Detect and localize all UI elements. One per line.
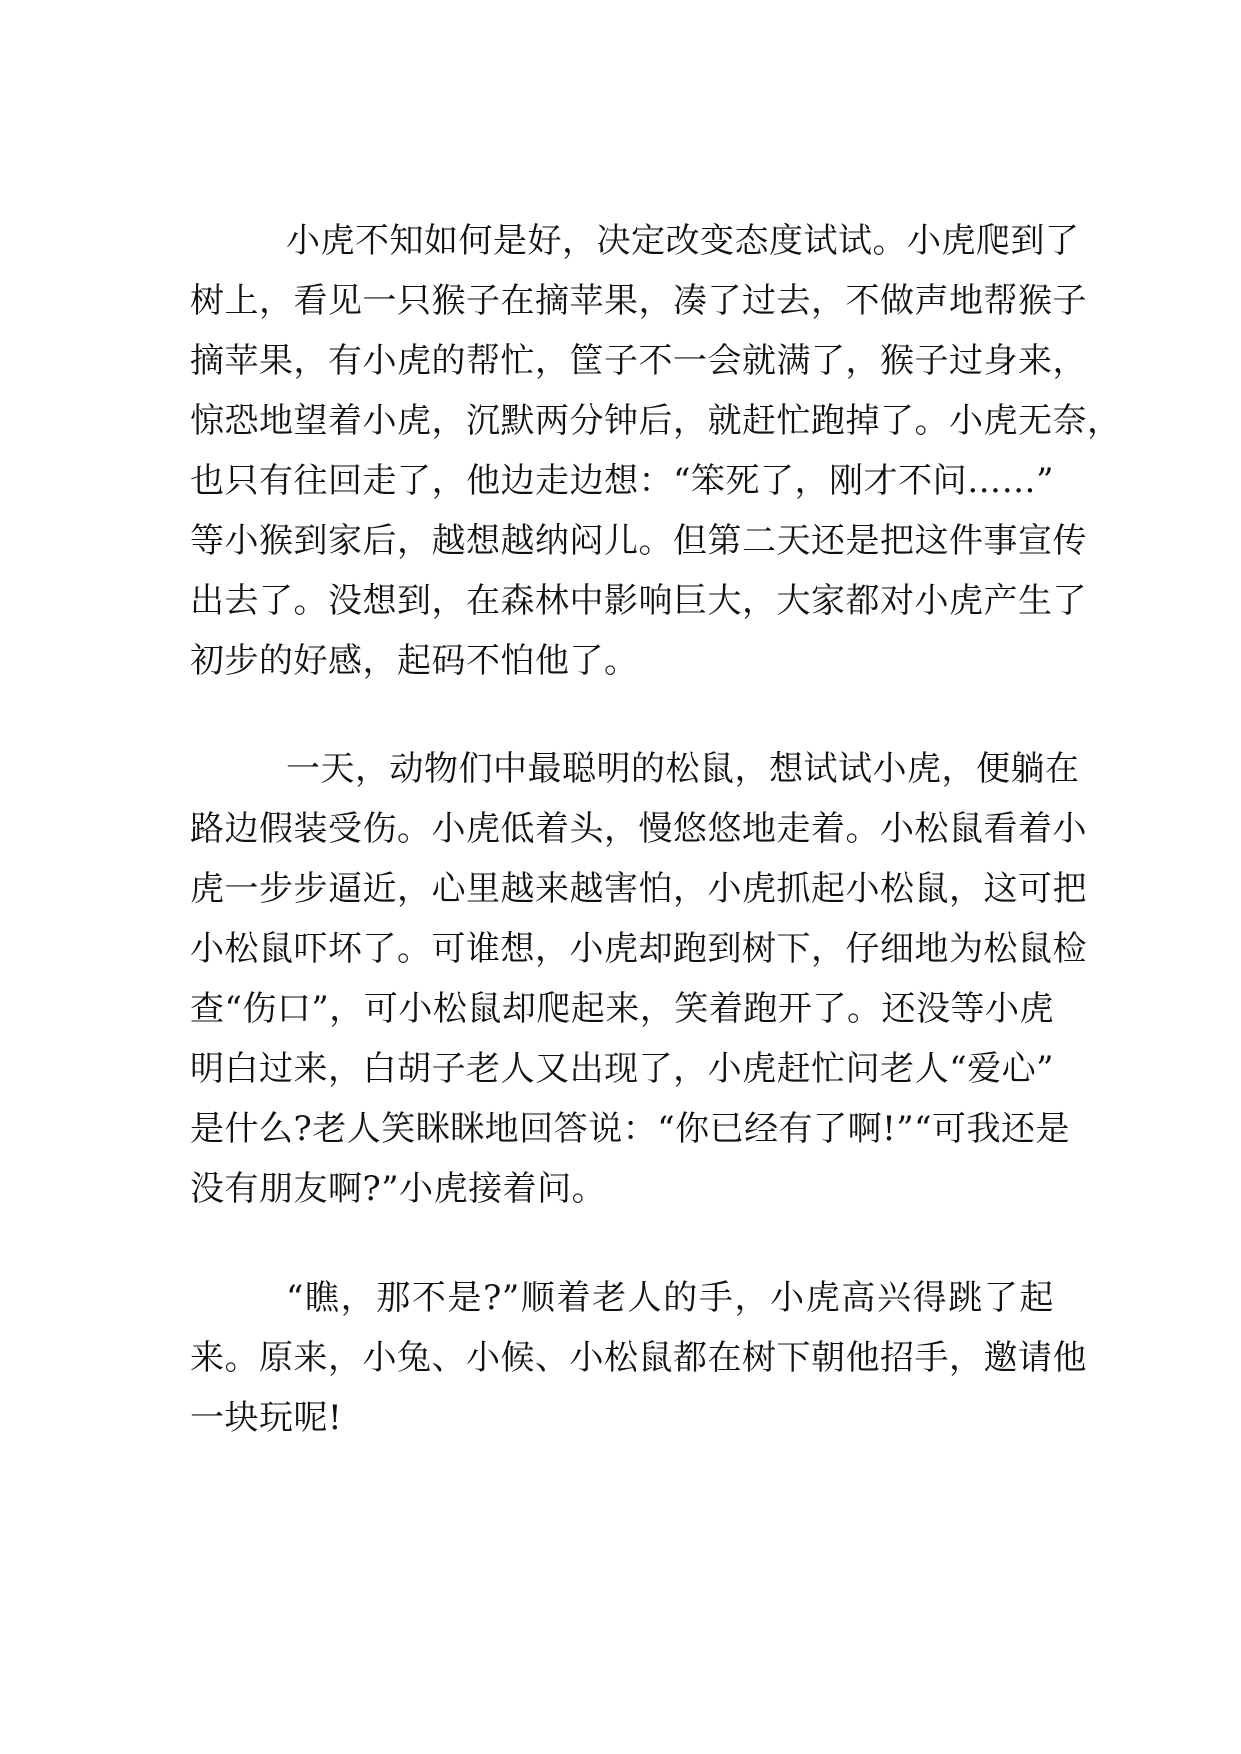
paragraph-line: 一天，动物们中最聪明的松鼠，想试试小虎，便躺在 (286, 749, 1080, 789)
paragraph-line: 查“伤口”，可小松鼠却爬起来，笑着跑开了。还没等小虎 (190, 989, 1054, 1029)
paragraph-line: 没有朋友啊?”小虎接着问。 (190, 1169, 607, 1209)
paragraph-1 (190, 211, 1122, 691)
paragraph-line: 一块玩呢! (190, 1398, 343, 1438)
paragraph-line: 明白过来，白胡子老人又出现了，小虎赶忙问老人“爱心” (190, 1049, 1054, 1089)
paragraph-line: 虎一步步逼近，心里越来越害怕，小虎抓起小松鼠，这可把 (190, 869, 1087, 909)
paragraph-line: 是什么?老人笑眯眯地回答说：“你已经有了啊!”“可我还是 (190, 1109, 1071, 1149)
paragraph-line: 小松鼠吓坏了。可谁想，小虎却跑到树下，仔细地为松鼠检 (190, 929, 1087, 969)
paragraph-3 (190, 1268, 1087, 1448)
paragraph-line: “瞧，那不是?”顺着老人的手，小虎高兴得跳了起 (286, 1278, 1054, 1318)
paragraph-line: 树上，看见一只猴子在摘苹果，凑了过去，不做声地帮猴子 (190, 281, 1087, 321)
paragraph-line: 小虎不知如何是好，决定改变态度试试。小虎爬到了 (286, 221, 1080, 261)
paragraph-line: 等小猴到家后，越想越纳闷儿。但第二天还是把这件事宣传 (190, 521, 1087, 561)
paragraph-line: 惊恐地望着小虎，沉默两分钟后，就赶忙跑掉了。小虎无奈， (190, 401, 1122, 441)
paragraph-line: 来。原来，小兔、小候、小松鼠都在树下朝他招手，邀请他 (190, 1338, 1087, 1378)
paragraph-line: 出去了。没想到，在森林中影响巨大，大家都对小虎产生了 (190, 581, 1087, 621)
paragraph-line: 摘苹果，有小虎的帮忙，筐子不一会就满了，猴子过身来， (190, 341, 1087, 381)
paragraph-line: 也只有往回走了，他边走边想：“笨死了，刚才不问……” (190, 461, 1054, 501)
paragraph-line: 初步的好感，起码不怕他了。 (190, 641, 639, 681)
paragraph-2 (190, 739, 1087, 1219)
paragraph-line: 路边假装受伤。小虎低着头，慢悠悠地走着。小松鼠看着小 (190, 809, 1087, 849)
